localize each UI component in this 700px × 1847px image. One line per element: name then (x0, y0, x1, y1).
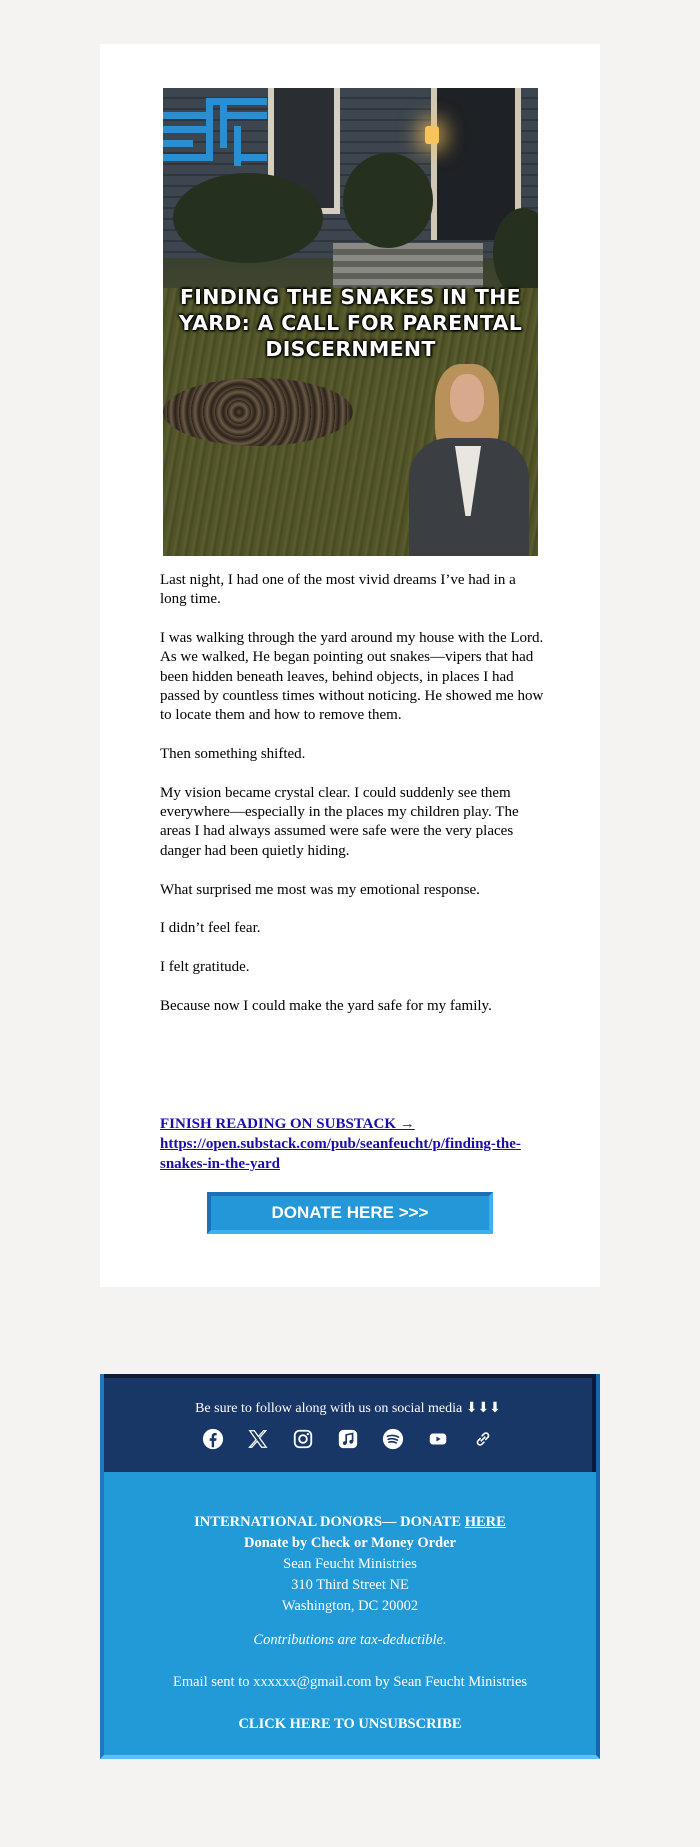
intl-donors-text: INTERNATIONAL DONORS— DONATE (194, 1514, 465, 1530)
check-heading: Donate by Check or Money Order (244, 1535, 456, 1551)
link-icon[interactable] (472, 1428, 494, 1450)
article-paragraph: Last night, I had one of the most vivid dreams I’ve had in a long time. (160, 572, 516, 608)
spotify-icon[interactable] (382, 1428, 404, 1450)
article-paragraph: I felt gratitude. (160, 959, 250, 976)
tax-note: Contributions are tax-deductible. (253, 1632, 447, 1648)
instagram-icon[interactable] (292, 1428, 314, 1450)
article-paragraph: I didn’t feel fear. (160, 920, 261, 937)
email-card (100, 44, 600, 1287)
donor-info (104, 1512, 596, 1617)
article-paragraph: Then something shifted. (160, 746, 306, 763)
article-paragraph: What surprised me most was my emotional response. (160, 881, 480, 898)
hero-lamp (425, 126, 439, 144)
email-note: Email sent to xxxxxx@gmail.com by Sean Feucht Ministries (172, 1674, 528, 1690)
facebook-icon[interactable] (202, 1428, 224, 1450)
x-icon[interactable] (247, 1428, 269, 1450)
social-section (104, 1374, 596, 1472)
hero-bush (343, 153, 433, 248)
youtube-icon[interactable] (427, 1428, 449, 1450)
intl-donors-line (104, 1512, 596, 1533)
follow-text: Be sure to follow along with us on social media ⬇⬇⬇ (195, 1401, 501, 1416)
unsubscribe-link[interactable]: CLICK HERE TO UNSUBSCRIBE (238, 1716, 462, 1732)
hero-title: FINDING THE SNAKES IN THE YARD: A CALL FOR PARENTAL DISCERNMENT (178, 285, 523, 361)
social-icons (104, 1428, 592, 1450)
article-paragraph: My vision became crystal clear. I could suddenly see them everywhere—especially in the places my children play. The areas I had always assumed were safe were the very places danger had been quietly hiding. (160, 784, 519, 859)
address-line-1: 310 Third Street NE (291, 1577, 409, 1593)
substack-url-link[interactable]: https://open.substack.com/pub/seanfeucht/p/finding-the-snakes-in-the-yard (160, 1136, 521, 1172)
org-name: Sean Feucht Ministries (283, 1556, 417, 1572)
brand-logo-icon (163, 88, 267, 166)
substack-links (160, 1114, 545, 1174)
article-paragraph: Because now I could make the yard safe for my family. (160, 997, 492, 1014)
article-paragraph: I was walking through the yard around my house with the Lord. As we walked, He began pointing out snakes—vipers that had been hidden beneath leaves, behind objects, in places I had passed by countless times without noticing. He showed me how to locate them and how to remove them. (160, 630, 544, 724)
hero-image[interactable] (163, 88, 538, 556)
footer (100, 1374, 600, 1759)
finish-reading-link[interactable]: FINISH READING ON SUBSTACK → (160, 1116, 415, 1132)
address-line-2: Washington, DC 20002 (281, 1598, 419, 1614)
donate-button[interactable]: DONATE HERE >>> (207, 1192, 493, 1234)
intl-donate-link[interactable]: HERE (464, 1514, 506, 1530)
hero-snake (163, 378, 353, 446)
apple-music-icon[interactable] (337, 1428, 359, 1450)
article-body (160, 571, 545, 1036)
hero-man-face (450, 374, 484, 422)
hero-bush (173, 173, 323, 263)
